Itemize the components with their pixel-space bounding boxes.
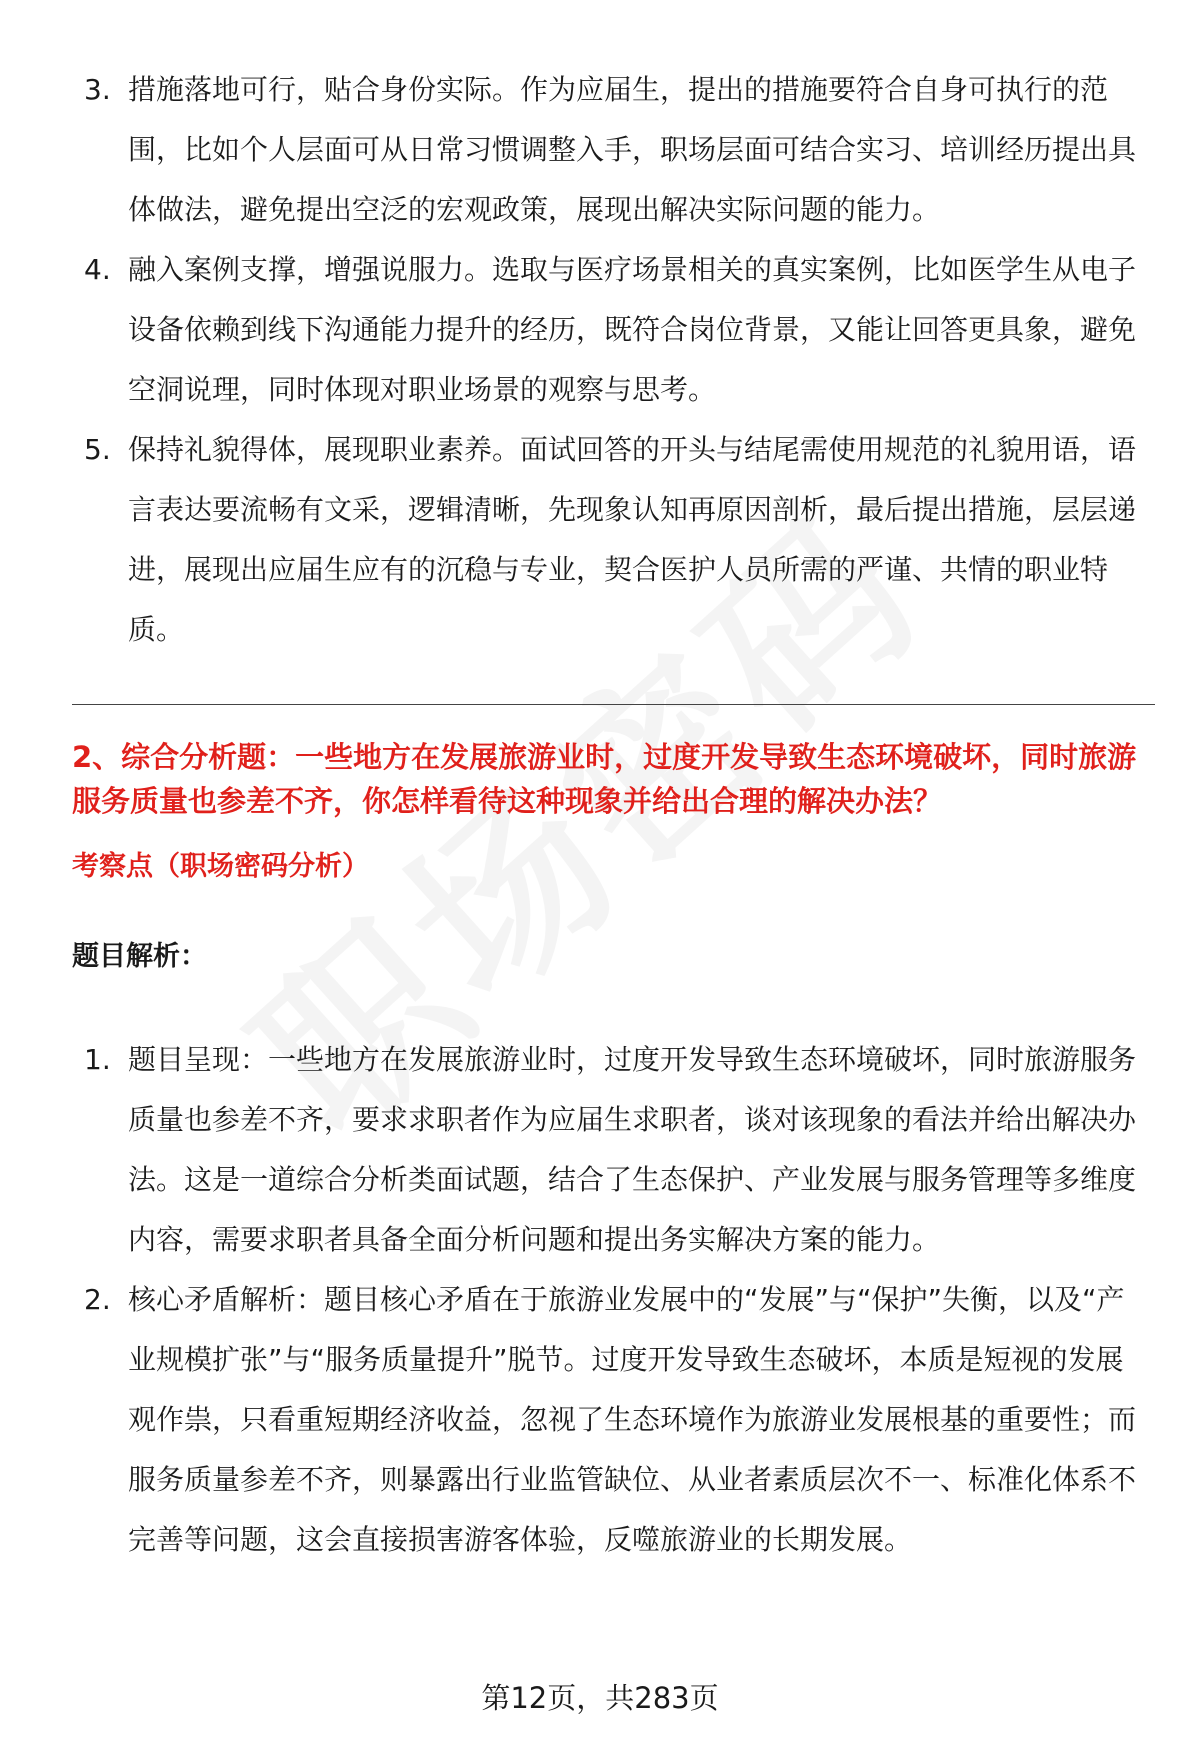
item-text: 保持礼貌得体，展现职业素养。面试回答的开头与结尾需使用规范的礼貌用语，语言表达要流畅有文采，逻辑清晰，先现象认知再原因剖析，最后提出措施，层层递进，展现出应届生应有的沉稳与专业，契合医护人员所需的严谨、共情的职业特质。 <box>128 433 1137 646</box>
page-number-footer: 第12页，共283页 <box>481 1681 719 1715</box>
list-item <box>84 240 1144 420</box>
list-item <box>84 420 1144 660</box>
item-text: 融入案例支撑，增强说服力。选取与医疗场景相关的真实案例，比如医学生从电子设备依赖到线下沟通能力提升的经历，既符合岗位背景，又能让回答更具象，避免空洞说理，同时体现对职业场景的观察与思考。 <box>128 253 1137 406</box>
item-text: 措施落地可行，贴合身份实际。作为应届生，提出的措施要符合自身可执行的范围，比如个人层面可从日常习惯调整入手，职场层面可结合实习、培训经历提出具体做法，避免提出空泛的宏观政策，展现出解决实际问题的能力。 <box>128 73 1137 226</box>
question-heading: 2、综合分析题：一些地方在发展旅游业时，过度开发导致生态环境破坏，同时旅游服务质量也参差不齐，你怎样看待这种现象并给出合理的解决办法？ <box>72 740 1137 818</box>
item-text: 核心矛盾解析：题目核心矛盾在于旅游业发展中的“发展”与“保护”失衡，以及“产业规模扩张”与“服务质量提升”脱节。过度开发导致生态破坏，本质是短视的发展观作祟，只看重短期经济收益，忽视了生态环境作为旅游业发展根基的重要性；而服务质量参差不齐，则暴露出行业监管缺位、从业者素质层次不一、标准化体系不完善等问题，这会直接损害游客体验，反噬旅游业的长期发展。 <box>128 1283 1137 1556</box>
analysis-heading: 题目解析： <box>72 941 207 972</box>
list-item <box>84 1270 1144 1570</box>
item-number: 1. <box>84 1043 111 1076</box>
item-number: 5. <box>84 433 111 466</box>
list-item <box>84 1030 1144 1270</box>
item-number: 2. <box>84 1283 111 1316</box>
item-text: 题目呈现：一些地方在发展旅游业时，过度开发导致生态环境破坏，同时旅游服务质量也参差不齐，要求求职者作为应届生求职者，谈对该现象的看法并给出解决办法。这是一道综合分析类面试题，结合了生态保护、产业发展与服务管理等多维度内容，需要求职者具备全面分析问题和提出务实解决方案的能力。 <box>128 1043 1137 1256</box>
item-number: 4. <box>84 253 111 286</box>
list-top <box>84 60 1144 660</box>
list-bottom <box>84 1030 1144 1570</box>
list-item <box>84 60 1144 240</box>
section-divider <box>72 704 1155 705</box>
examine-point-heading: 考察点（职场密码分析） <box>72 851 369 882</box>
item-number: 3. <box>84 73 111 106</box>
